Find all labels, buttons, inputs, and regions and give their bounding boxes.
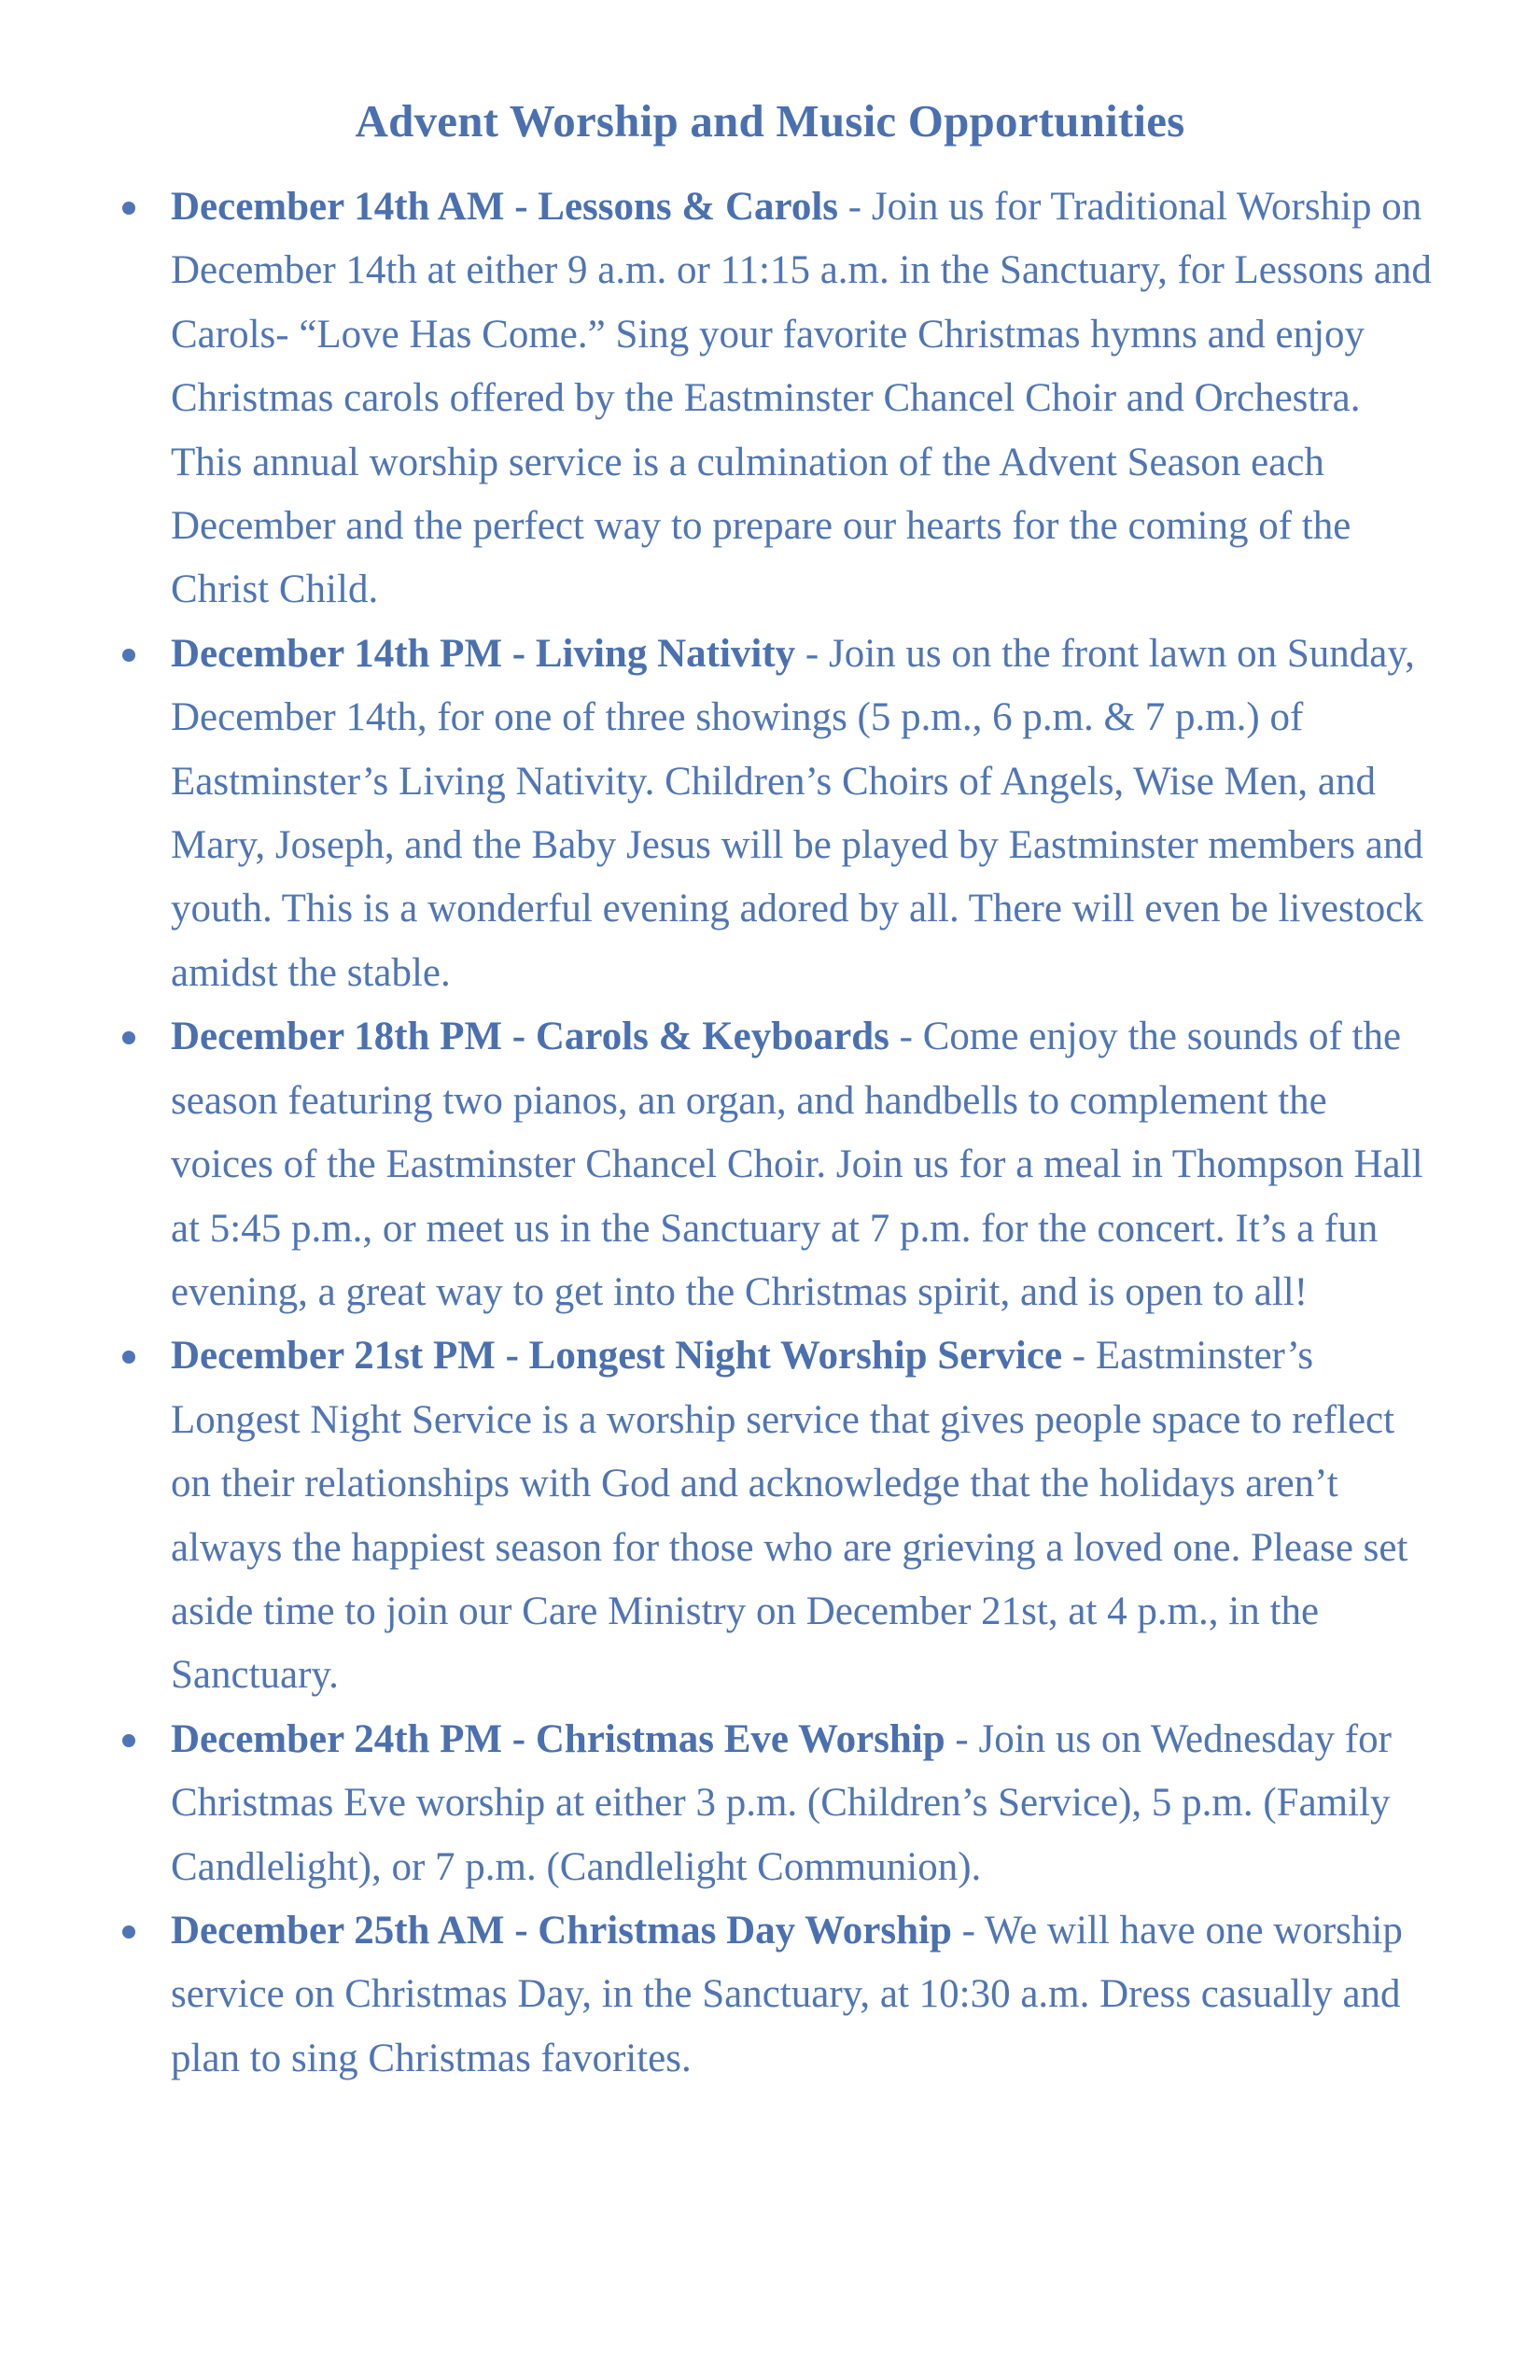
event-separator: - xyxy=(838,185,872,229)
event-item-lessons-carols xyxy=(0,175,1433,623)
event-description: Join us on the front lawn on Sunday, December 14th, for one of three showings (5 p.m., 6 p.m. & 7 p.m.) of Eastminster’s Living Nativity. Children’s Choirs of Angels, Wise Men, and Mary, Joseph, and the Baby Jesus will be played by Eastminster members and youth. This is a wonderful evening adored by all. There will even be livestock amidst the stable. xyxy=(171,631,1423,995)
bullet-icon xyxy=(122,1925,135,1939)
bullet-icon xyxy=(122,1031,135,1044)
event-description: Eastminster’s Longest Night Service is a worship service that gives people space to reflect on their relationships with God and acknowledge that the holidays aren’t always the happiest season for those who are grieving a loved one. Please set aside time to join our Care Ministry on December 21st, at 4 p.m., in the Sanctuary. xyxy=(171,1334,1408,1698)
bullet-icon xyxy=(122,649,135,662)
event-separator: - xyxy=(1062,1334,1096,1379)
event-item-living-nativity xyxy=(0,623,1433,1005)
event-item-longest-night xyxy=(0,1324,1433,1707)
event-description: Join us on Wednesday for Christmas Eve worship at either 3 p.m. (Children’s Service), 5 p.m. (Family Candlelight), or 7 p.m. (Candlelight Communion). xyxy=(171,1716,1392,1889)
event-description: Join us for Traditional Worship on December 14th at either 9 a.m. or 11:15 a.m. in the Sanctuary, for Lessons and Carols- “Love Has Come.” Sing your favorite Christmas hymns and enjoy Christmas carols offered by the Eastminster Chancel Choir and Orchestra. This annual worship service is a culmination of the Advent Season each December and the perfect way to prepare our hearts for the coming of the Christ Child. xyxy=(171,185,1432,612)
event-separator: - xyxy=(889,1015,923,1059)
event-heading: December 14th AM - Lessons & Carols xyxy=(171,185,839,229)
event-list xyxy=(0,175,1540,2091)
event-separator: - xyxy=(795,631,829,676)
event-heading: December 24th PM - Christmas Eve Worship xyxy=(171,1716,945,1761)
event-item-carols-keyboards xyxy=(0,1005,1433,1324)
event-separator: - xyxy=(945,1716,979,1761)
event-heading: December 18th PM - Carols & Keyboards xyxy=(171,1015,889,1059)
event-item-christmas-eve xyxy=(0,1708,1433,1899)
event-heading: December 25th AM - Christmas Day Worship xyxy=(171,1908,952,1953)
event-item-christmas-day xyxy=(0,1899,1433,2091)
bullet-icon xyxy=(122,1351,135,1364)
event-separator: - xyxy=(951,1908,985,1953)
event-description: We will have one worship service on Christmas Day, in the Sanctuary, at 10:30 a.m. Dress casually and plan to sing Christmas favorites. xyxy=(171,1908,1403,2080)
event-description: Come enjoy the sounds of the season featuring two pianos, an organ, and handbells to complement the voices of the Eastminster Chancel Choir. Join us for a meal in Thompson Hall at 5:45 p.m., or meet us in the Sanctuary at 7 p.m. for the concert. It’s a fun evening, a great way to get into the Christmas spirit, and is open to all! xyxy=(171,1015,1423,1314)
event-heading: December 21st PM - Longest Night Worship Service xyxy=(171,1334,1063,1379)
bullet-icon xyxy=(122,1734,135,1747)
bullet-icon xyxy=(122,202,135,215)
event-heading: December 14th PM - Living Nativity xyxy=(171,631,796,676)
page-title: Advent Worship and Music Opportunities xyxy=(355,94,1185,147)
